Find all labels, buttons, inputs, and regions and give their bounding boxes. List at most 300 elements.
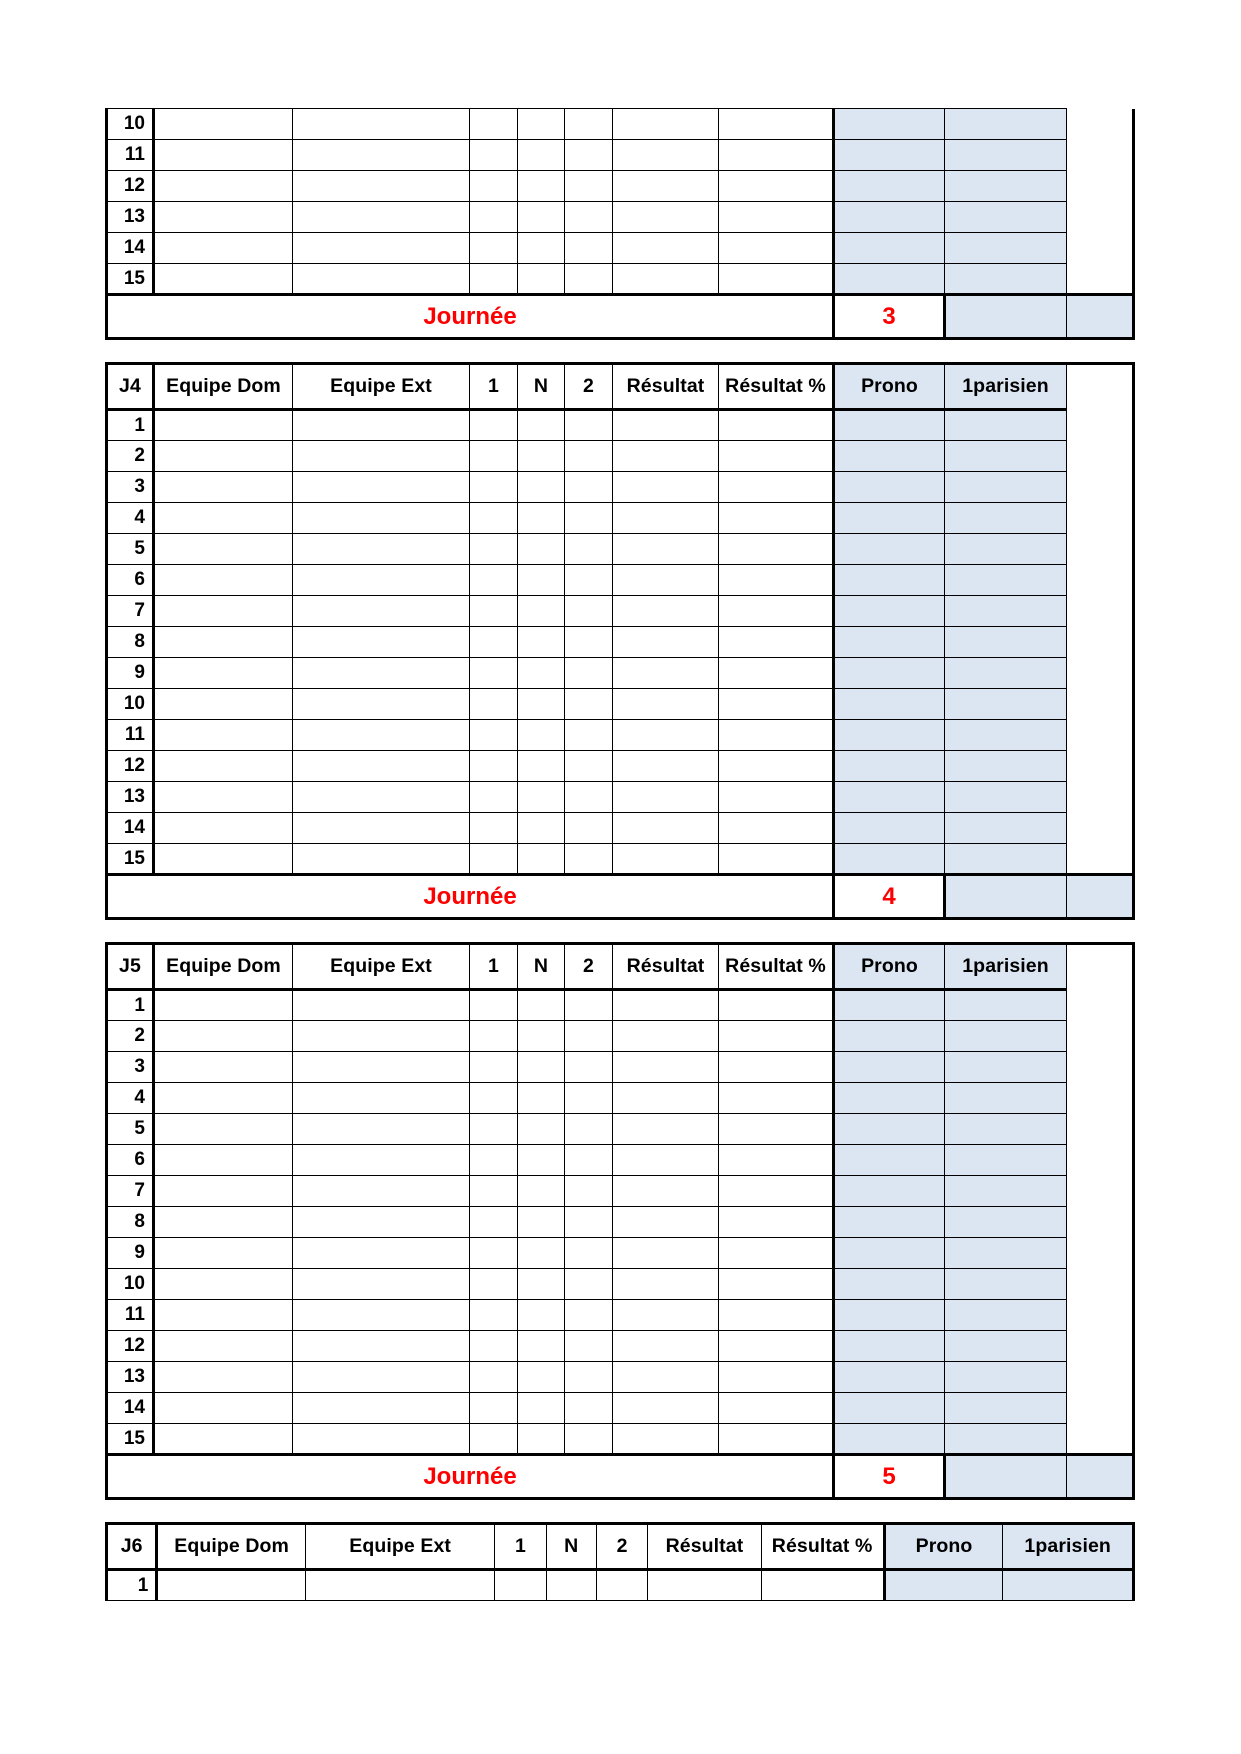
cell-prono[interactable] [834, 202, 945, 233]
cell-parisien[interactable] [945, 1424, 1067, 1455]
cell-parisien[interactable] [945, 1021, 1067, 1052]
cell-resultat-pct[interactable] [719, 627, 834, 658]
cell-resultat-pct[interactable] [719, 782, 834, 813]
cell-resultat[interactable] [613, 627, 719, 658]
journee-prono-cell[interactable] [945, 295, 1067, 339]
cell-equipe-ext[interactable] [293, 472, 470, 503]
cell-prono[interactable] [834, 720, 945, 751]
cell-n[interactable] [546, 1570, 596, 1601]
cell-resultat[interactable] [613, 658, 719, 689]
cell-equipe-ext[interactable] [293, 1300, 470, 1331]
cell-parisien[interactable] [945, 441, 1067, 472]
cell-prono[interactable] [834, 233, 945, 264]
cell-two[interactable] [565, 990, 613, 1021]
cell-parisien[interactable] [945, 990, 1067, 1021]
cell-resultat[interactable] [613, 472, 719, 503]
cell-parisien[interactable] [945, 202, 1067, 233]
cell-one[interactable] [470, 1269, 518, 1300]
cell-parisien[interactable] [945, 503, 1067, 534]
cell-resultat-pct[interactable] [719, 1300, 834, 1331]
cell-two[interactable] [565, 1300, 613, 1331]
cell-parisien[interactable] [945, 720, 1067, 751]
cell-resultat[interactable] [613, 1331, 719, 1362]
cell-resultat[interactable] [613, 1424, 719, 1455]
cell-one[interactable] [470, 751, 518, 782]
cell-equipe-ext[interactable] [293, 813, 470, 844]
cell-resultat-pct[interactable] [719, 534, 834, 565]
cell-resultat-pct[interactable] [719, 171, 834, 202]
cell-n[interactable] [518, 1021, 565, 1052]
cell-resultat[interactable] [613, 720, 719, 751]
cell-two[interactable] [565, 1176, 613, 1207]
cell-equipe-dom[interactable] [154, 264, 293, 295]
cell-equipe-dom[interactable] [154, 813, 293, 844]
cell-prono[interactable] [834, 472, 945, 503]
cell-equipe-ext[interactable] [293, 109, 470, 140]
cell-resultat[interactable] [613, 751, 719, 782]
cell-parisien[interactable] [945, 1300, 1067, 1331]
cell-equipe-dom[interactable] [154, 1269, 293, 1300]
cell-resultat[interactable] [613, 441, 719, 472]
cell-prono[interactable] [834, 565, 945, 596]
cell-parisien[interactable] [945, 1176, 1067, 1207]
cell-two[interactable] [565, 472, 613, 503]
cell-resultat[interactable] [613, 410, 719, 441]
cell-resultat[interactable] [613, 109, 719, 140]
cell-two[interactable] [596, 1570, 647, 1601]
cell-equipe-dom[interactable] [154, 1114, 293, 1145]
cell-resultat-pct[interactable] [719, 410, 834, 441]
cell-prono[interactable] [834, 1424, 945, 1455]
cell-equipe-dom[interactable] [154, 233, 293, 264]
cell-prono[interactable] [834, 1052, 945, 1083]
cell-two[interactable] [565, 264, 613, 295]
cell-equipe-dom[interactable] [157, 1570, 306, 1601]
cell-resultat-pct[interactable] [719, 1424, 834, 1455]
cell-one[interactable] [470, 720, 518, 751]
cell-equipe-ext[interactable] [293, 264, 470, 295]
cell-prono[interactable] [834, 140, 945, 171]
cell-two[interactable] [565, 658, 613, 689]
cell-equipe-ext[interactable] [293, 1114, 470, 1145]
cell-two[interactable] [565, 1331, 613, 1362]
cell-one[interactable] [495, 1570, 546, 1601]
cell-equipe-dom[interactable] [154, 1083, 293, 1114]
cell-parisien[interactable] [945, 410, 1067, 441]
cell-resultat[interactable] [613, 689, 719, 720]
journee-parisien-cell[interactable] [1067, 875, 1134, 919]
cell-resultat-pct[interactable] [719, 140, 834, 171]
cell-one[interactable] [470, 1393, 518, 1424]
cell-n[interactable] [518, 1207, 565, 1238]
cell-two[interactable] [565, 782, 613, 813]
cell-prono[interactable] [834, 844, 945, 875]
cell-prono[interactable] [834, 689, 945, 720]
cell-equipe-dom[interactable] [154, 202, 293, 233]
cell-equipe-ext[interactable] [293, 1424, 470, 1455]
cell-n[interactable] [518, 233, 565, 264]
cell-n[interactable] [518, 990, 565, 1021]
cell-equipe-ext[interactable] [293, 503, 470, 534]
cell-equipe-dom[interactable] [154, 1052, 293, 1083]
cell-two[interactable] [565, 1021, 613, 1052]
cell-resultat-pct[interactable] [719, 1238, 834, 1269]
cell-equipe-dom[interactable] [154, 1362, 293, 1393]
cell-n[interactable] [518, 534, 565, 565]
cell-one[interactable] [470, 109, 518, 140]
cell-resultat-pct[interactable] [719, 1114, 834, 1145]
cell-resultat-pct[interactable] [719, 503, 834, 534]
cell-equipe-ext[interactable] [293, 441, 470, 472]
cell-two[interactable] [565, 813, 613, 844]
cell-n[interactable] [518, 1083, 565, 1114]
journee-prono-cell[interactable] [945, 1455, 1067, 1499]
cell-equipe-dom[interactable] [154, 441, 293, 472]
cell-n[interactable] [518, 1176, 565, 1207]
cell-two[interactable] [565, 1269, 613, 1300]
cell-equipe-ext[interactable] [293, 202, 470, 233]
cell-resultat[interactable] [613, 1052, 719, 1083]
cell-one[interactable] [470, 1238, 518, 1269]
cell-equipe-ext[interactable] [293, 1021, 470, 1052]
cell-equipe-ext[interactable] [293, 1238, 470, 1269]
cell-equipe-ext[interactable] [293, 1362, 470, 1393]
cell-one[interactable] [470, 844, 518, 875]
cell-resultat[interactable] [613, 1083, 719, 1114]
cell-two[interactable] [565, 1052, 613, 1083]
cell-two[interactable] [565, 410, 613, 441]
cell-one[interactable] [470, 264, 518, 295]
cell-equipe-dom[interactable] [154, 1300, 293, 1331]
cell-two[interactable] [565, 1207, 613, 1238]
cell-two[interactable] [565, 627, 613, 658]
cell-n[interactable] [518, 844, 565, 875]
cell-equipe-dom[interactable] [154, 410, 293, 441]
cell-resultat[interactable] [613, 990, 719, 1021]
cell-resultat[interactable] [613, 565, 719, 596]
cell-n[interactable] [518, 1424, 565, 1455]
cell-one[interactable] [470, 534, 518, 565]
cell-resultat-pct[interactable] [719, 990, 834, 1021]
cell-resultat-pct[interactable] [719, 1145, 834, 1176]
cell-resultat[interactable] [613, 813, 719, 844]
cell-parisien[interactable] [1003, 1570, 1134, 1601]
cell-resultat-pct[interactable] [719, 1207, 834, 1238]
cell-parisien[interactable] [945, 472, 1067, 503]
cell-equipe-ext[interactable] [293, 658, 470, 689]
cell-two[interactable] [565, 1114, 613, 1145]
cell-parisien[interactable] [945, 1269, 1067, 1300]
cell-equipe-ext[interactable] [293, 1207, 470, 1238]
cell-resultat[interactable] [613, 1021, 719, 1052]
cell-resultat[interactable] [613, 1300, 719, 1331]
cell-one[interactable] [470, 472, 518, 503]
cell-parisien[interactable] [945, 1083, 1067, 1114]
cell-resultat-pct[interactable] [719, 202, 834, 233]
cell-parisien[interactable] [945, 751, 1067, 782]
cell-equipe-dom[interactable] [154, 472, 293, 503]
cell-equipe-dom[interactable] [154, 1424, 293, 1455]
cell-resultat-pct[interactable] [719, 1362, 834, 1393]
cell-n[interactable] [518, 751, 565, 782]
cell-one[interactable] [470, 627, 518, 658]
cell-prono[interactable] [834, 813, 945, 844]
cell-equipe-dom[interactable] [154, 534, 293, 565]
cell-two[interactable] [565, 441, 613, 472]
cell-prono[interactable] [834, 503, 945, 534]
cell-equipe-dom[interactable] [154, 751, 293, 782]
cell-resultat[interactable] [613, 1207, 719, 1238]
cell-parisien[interactable] [945, 109, 1067, 140]
cell-one[interactable] [470, 782, 518, 813]
cell-one[interactable] [470, 1331, 518, 1362]
cell-two[interactable] [565, 202, 613, 233]
cell-prono[interactable] [834, 264, 945, 295]
cell-equipe-dom[interactable] [154, 1021, 293, 1052]
cell-equipe-ext[interactable] [293, 627, 470, 658]
cell-resultat[interactable] [613, 1393, 719, 1424]
cell-one[interactable] [470, 410, 518, 441]
cell-one[interactable] [470, 990, 518, 1021]
journee-prono-cell[interactable] [945, 875, 1067, 919]
cell-parisien[interactable] [945, 1393, 1067, 1424]
cell-n[interactable] [518, 596, 565, 627]
cell-resultat-pct[interactable] [719, 689, 834, 720]
cell-n[interactable] [518, 813, 565, 844]
cell-parisien[interactable] [945, 233, 1067, 264]
cell-equipe-dom[interactable] [154, 627, 293, 658]
cell-n[interactable] [518, 1238, 565, 1269]
cell-equipe-dom[interactable] [154, 689, 293, 720]
cell-prono[interactable] [834, 171, 945, 202]
cell-prono[interactable] [834, 109, 945, 140]
cell-two[interactable] [565, 503, 613, 534]
cell-parisien[interactable] [945, 844, 1067, 875]
cell-n[interactable] [518, 140, 565, 171]
cell-prono[interactable] [834, 658, 945, 689]
cell-one[interactable] [470, 1114, 518, 1145]
cell-equipe-ext[interactable] [293, 233, 470, 264]
cell-resultat[interactable] [613, 202, 719, 233]
cell-prono[interactable] [834, 1393, 945, 1424]
cell-prono[interactable] [834, 1238, 945, 1269]
cell-equipe-dom[interactable] [154, 1331, 293, 1362]
cell-two[interactable] [565, 1083, 613, 1114]
cell-n[interactable] [518, 472, 565, 503]
journee-parisien-cell[interactable] [1067, 1455, 1134, 1499]
cell-resultat-pct[interactable] [719, 565, 834, 596]
cell-equipe-ext[interactable] [293, 171, 470, 202]
cell-prono[interactable] [834, 1021, 945, 1052]
cell-prono[interactable] [834, 627, 945, 658]
cell-prono[interactable] [834, 751, 945, 782]
cell-prono[interactable] [834, 534, 945, 565]
cell-equipe-ext[interactable] [293, 1393, 470, 1424]
cell-n[interactable] [518, 1145, 565, 1176]
cell-equipe-ext[interactable] [293, 1052, 470, 1083]
cell-equipe-dom[interactable] [154, 1176, 293, 1207]
cell-prono[interactable] [834, 1269, 945, 1300]
cell-equipe-dom[interactable] [154, 596, 293, 627]
cell-equipe-ext[interactable] [293, 782, 470, 813]
cell-resultat-pct[interactable] [719, 1052, 834, 1083]
cell-resultat[interactable] [648, 1570, 761, 1601]
cell-equipe-ext[interactable] [293, 1176, 470, 1207]
cell-resultat[interactable] [613, 596, 719, 627]
cell-two[interactable] [565, 844, 613, 875]
cell-two[interactable] [565, 720, 613, 751]
cell-two[interactable] [565, 140, 613, 171]
cell-equipe-ext[interactable] [293, 720, 470, 751]
cell-parisien[interactable] [945, 627, 1067, 658]
cell-resultat[interactable] [613, 140, 719, 171]
cell-one[interactable] [470, 171, 518, 202]
cell-one[interactable] [470, 1021, 518, 1052]
cell-equipe-ext[interactable] [293, 689, 470, 720]
cell-n[interactable] [518, 689, 565, 720]
cell-two[interactable] [565, 565, 613, 596]
cell-one[interactable] [470, 202, 518, 233]
cell-one[interactable] [470, 1300, 518, 1331]
cell-equipe-dom[interactable] [154, 658, 293, 689]
cell-parisien[interactable] [945, 264, 1067, 295]
cell-two[interactable] [565, 171, 613, 202]
cell-parisien[interactable] [945, 534, 1067, 565]
cell-resultat-pct[interactable] [719, 264, 834, 295]
cell-n[interactable] [518, 782, 565, 813]
cell-two[interactable] [565, 1424, 613, 1455]
cell-resultat[interactable] [613, 1269, 719, 1300]
cell-n[interactable] [518, 1362, 565, 1393]
cell-two[interactable] [565, 1362, 613, 1393]
cell-equipe-dom[interactable] [154, 503, 293, 534]
cell-n[interactable] [518, 1393, 565, 1424]
cell-parisien[interactable] [945, 1362, 1067, 1393]
cell-resultat[interactable] [613, 782, 719, 813]
cell-equipe-dom[interactable] [154, 990, 293, 1021]
cell-prono[interactable] [834, 1145, 945, 1176]
cell-two[interactable] [565, 233, 613, 264]
cell-resultat[interactable] [613, 1238, 719, 1269]
cell-equipe-ext[interactable] [293, 1083, 470, 1114]
cell-equipe-dom[interactable] [154, 1145, 293, 1176]
cell-parisien[interactable] [945, 1052, 1067, 1083]
cell-equipe-ext[interactable] [293, 140, 470, 171]
cell-two[interactable] [565, 1238, 613, 1269]
cell-n[interactable] [518, 1300, 565, 1331]
cell-resultat-pct[interactable] [719, 1393, 834, 1424]
cell-one[interactable] [470, 1362, 518, 1393]
journee-parisien-cell[interactable] [1067, 295, 1134, 339]
cell-equipe-dom[interactable] [154, 171, 293, 202]
cell-two[interactable] [565, 1393, 613, 1424]
cell-parisien[interactable] [945, 782, 1067, 813]
cell-n[interactable] [518, 720, 565, 751]
cell-parisien[interactable] [945, 1114, 1067, 1145]
cell-n[interactable] [518, 264, 565, 295]
cell-two[interactable] [565, 109, 613, 140]
cell-resultat[interactable] [613, 1362, 719, 1393]
cell-parisien[interactable] [945, 813, 1067, 844]
cell-prono[interactable] [834, 990, 945, 1021]
cell-two[interactable] [565, 534, 613, 565]
cell-parisien[interactable] [945, 171, 1067, 202]
cell-parisien[interactable] [945, 1207, 1067, 1238]
cell-equipe-dom[interactable] [154, 1393, 293, 1424]
cell-n[interactable] [518, 1269, 565, 1300]
cell-equipe-ext[interactable] [305, 1570, 494, 1601]
cell-equipe-ext[interactable] [293, 596, 470, 627]
cell-n[interactable] [518, 503, 565, 534]
cell-n[interactable] [518, 202, 565, 233]
cell-one[interactable] [470, 1145, 518, 1176]
cell-parisien[interactable] [945, 1331, 1067, 1362]
cell-equipe-ext[interactable] [293, 1269, 470, 1300]
cell-prono[interactable] [834, 1176, 945, 1207]
cell-equipe-dom[interactable] [154, 844, 293, 875]
cell-equipe-dom[interactable] [154, 1238, 293, 1269]
cell-resultat[interactable] [613, 844, 719, 875]
cell-resultat[interactable] [613, 171, 719, 202]
cell-n[interactable] [518, 1052, 565, 1083]
cell-one[interactable] [470, 1052, 518, 1083]
cell-resultat-pct[interactable] [719, 596, 834, 627]
cell-resultat-pct[interactable] [719, 441, 834, 472]
cell-equipe-dom[interactable] [154, 720, 293, 751]
cell-prono[interactable] [834, 1331, 945, 1362]
cell-one[interactable] [470, 503, 518, 534]
cell-equipe-dom[interactable] [154, 565, 293, 596]
cell-two[interactable] [565, 596, 613, 627]
cell-equipe-dom[interactable] [154, 140, 293, 171]
cell-one[interactable] [470, 658, 518, 689]
cell-one[interactable] [470, 1176, 518, 1207]
cell-prono[interactable] [834, 441, 945, 472]
cell-resultat-pct[interactable] [719, 1331, 834, 1362]
cell-n[interactable] [518, 658, 565, 689]
cell-one[interactable] [470, 1207, 518, 1238]
cell-parisien[interactable] [945, 1238, 1067, 1269]
cell-parisien[interactable] [945, 1145, 1067, 1176]
cell-resultat-pct[interactable] [761, 1570, 884, 1601]
cell-equipe-ext[interactable] [293, 565, 470, 596]
cell-parisien[interactable] [945, 140, 1067, 171]
cell-one[interactable] [470, 596, 518, 627]
cell-one[interactable] [470, 233, 518, 264]
cell-n[interactable] [518, 627, 565, 658]
cell-one[interactable] [470, 689, 518, 720]
cell-resultat[interactable] [613, 233, 719, 264]
cell-equipe-ext[interactable] [293, 990, 470, 1021]
cell-resultat[interactable] [613, 534, 719, 565]
cell-equipe-ext[interactable] [293, 844, 470, 875]
cell-one[interactable] [470, 813, 518, 844]
cell-one[interactable] [470, 565, 518, 596]
cell-n[interactable] [518, 109, 565, 140]
cell-n[interactable] [518, 565, 565, 596]
cell-n[interactable] [518, 171, 565, 202]
cell-prono[interactable] [834, 1083, 945, 1114]
cell-resultat[interactable] [613, 1114, 719, 1145]
cell-prono[interactable] [834, 782, 945, 813]
cell-resultat-pct[interactable] [719, 1176, 834, 1207]
cell-one[interactable] [470, 1083, 518, 1114]
cell-parisien[interactable] [945, 565, 1067, 596]
cell-two[interactable] [565, 689, 613, 720]
cell-prono[interactable] [834, 410, 945, 441]
cell-equipe-ext[interactable] [293, 1145, 470, 1176]
cell-prono[interactable] [834, 1207, 945, 1238]
